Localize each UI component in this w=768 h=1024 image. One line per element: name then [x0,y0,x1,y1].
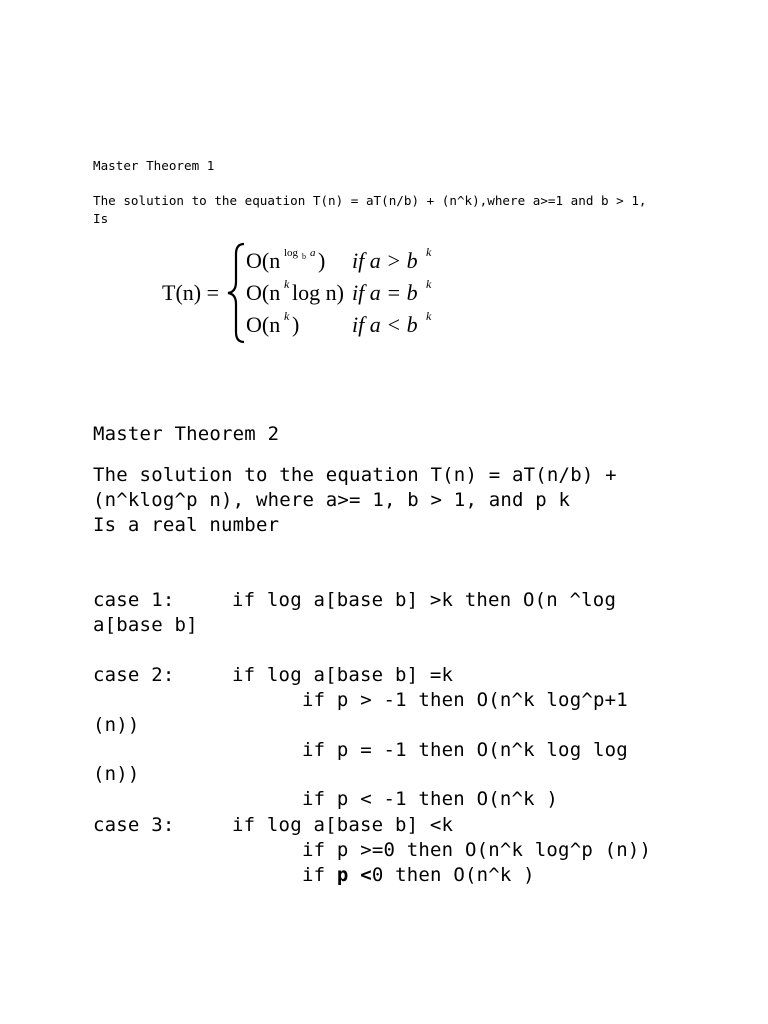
formula-lhs: T(n) = [162,280,219,305]
case2-sub2: if p = -1 then O(n^k log log [302,739,628,761]
formula-case3-cond: if a < b [352,312,418,337]
formula-case2-cond-exp: k [426,277,432,291]
section1-title: Master Theorem 1 [93,158,215,173]
case1-text: if log a[base b] >k then O(n ^log [232,589,617,611]
section2-line3: Is a real number [93,514,280,536]
section2-title: Master Theorem 2 [93,423,280,445]
formula-case2-tail: log n) [292,280,344,305]
section2-line1: The solution to the equation T(n) = aT(n/b) + [93,464,617,486]
formula-case3-close: ) [292,312,300,337]
formula-case1-sub: b [302,252,306,261]
formula-case1-cond: if a > b [352,248,418,273]
section2-line2: (n^klog^p n), where a>= 1, b > 1, and p k [93,489,571,511]
case3-label: case 3: [93,814,175,836]
master-theorem-formula [160,240,440,346]
formula-case1-expr: O(n [246,248,281,273]
case3-sub2-bold: p < [336,864,372,886]
case3-sub2-suffix: 0 then O(n^k ) [371,864,535,886]
case2-sub1: if p > -1 then O(n^k log^p+1 [302,689,628,711]
case3-text: if log a[base b] <k [232,814,454,836]
case3-sub2 [302,864,535,886]
formula-case3-expr: O(n [246,312,281,337]
section1-line2: Is [93,211,109,226]
case1-cont: a[base b] [93,614,198,636]
case2-sub3: if p < -1 then O(n^k ) [302,788,559,810]
formula-case2-exp: k [284,277,290,291]
formula-case1-exp-tail: a [310,247,316,259]
case2-text: if log a[base b] =k [232,664,454,686]
formula-case2-expr: O(n [246,280,281,305]
formula-brace [228,244,244,342]
formula-case3-exp: k [284,309,290,323]
formula-case3-cond-exp: k [426,309,432,323]
case2-label: case 2: [93,664,175,686]
formula-case1-cond-exp: k [426,245,432,259]
section1-line1: The solution to the equation T(n) = aT(n/b) + (n^k),where a>=1 and b > 1, [93,193,647,208]
formula-case1-exp: log [284,247,299,259]
case3-sub2-prefix: if [302,864,326,886]
case2-sub1-cont: (n)) [93,714,140,736]
case3-sub1: if p >=0 then O(n^k log^p (n)) [302,839,652,861]
formula-case2-cond: if a = b [352,280,418,305]
case1-label: case 1: [93,589,175,611]
case2-sub2-cont: (n)) [93,763,140,785]
formula-case1-close: ) [318,248,326,273]
